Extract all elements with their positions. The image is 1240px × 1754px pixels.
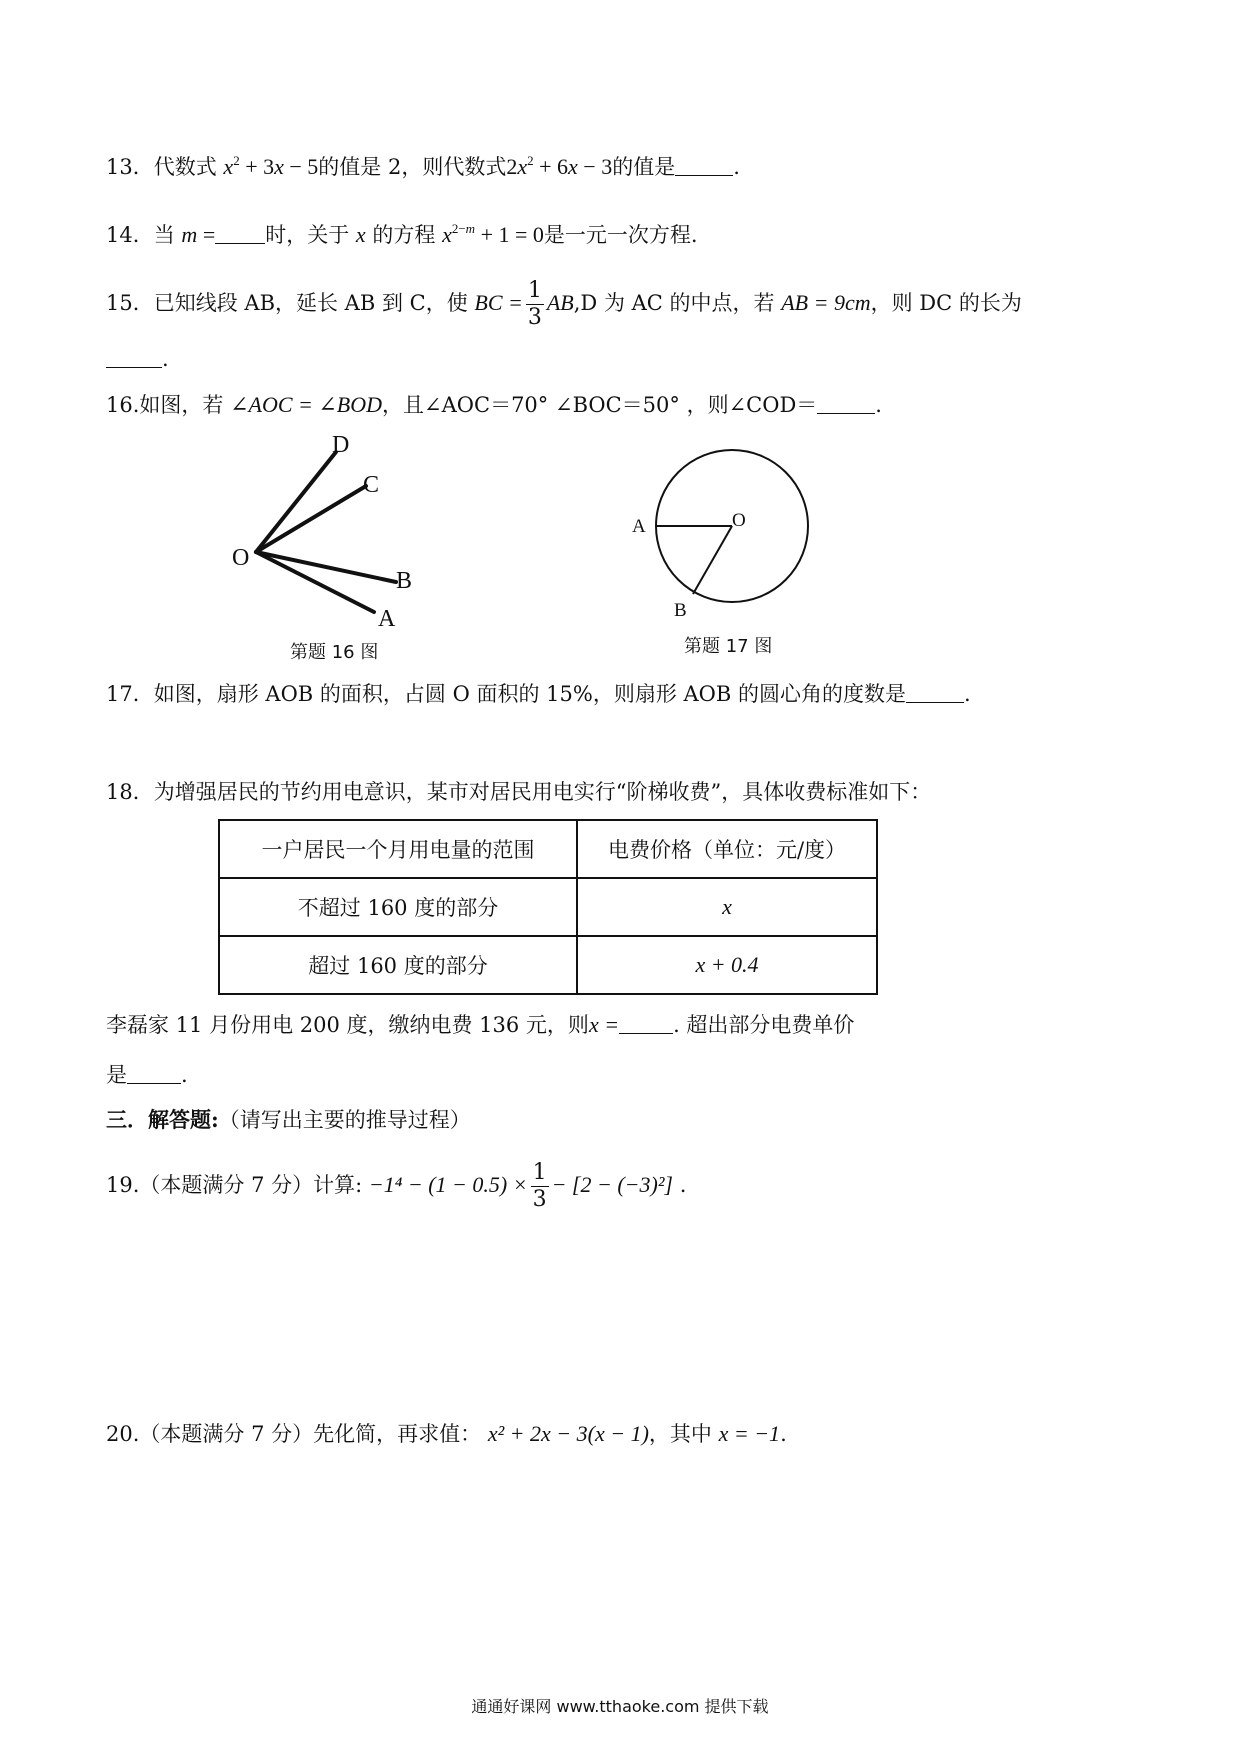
q14-variable: m = bbox=[181, 222, 216, 247]
question-18-followup-2: 是 . bbox=[106, 1063, 188, 1087]
q20-expression: x² + 2x − 3(x − 1) bbox=[487, 1421, 649, 1446]
q20-condition: x = −1 bbox=[718, 1421, 781, 1446]
question-18-followup: 李磊家 11 月份用电 200 度，缴纳电费 136 元，则x = . 超出部分电费单价 bbox=[106, 1012, 855, 1037]
q13-expression-2: $2x^2 + 6x - 3$ bbox=[506, 153, 613, 179]
question-17: 17．如图，扇形 AOB 的面积，占圆 O 面积的 15%，则扇形 AOB 的圆心角的度数是 . bbox=[106, 682, 971, 706]
q15-answer-blank[interactable] bbox=[106, 347, 162, 368]
question-16: 16.如图，若 ∠AOC = ∠BOD，且∠AOC＝70° ∠BOC＝50° ，则∠COD＝ . bbox=[106, 392, 882, 417]
q15-lhs: BC = bbox=[474, 290, 523, 315]
table-cell: 超过 160 度的部分 bbox=[219, 936, 577, 994]
table-header-row bbox=[219, 820, 877, 878]
ray-oc bbox=[256, 486, 366, 552]
electricity-fee-table bbox=[218, 819, 878, 995]
question-18: 18．为增强居民的节约用电意识，某市对居民用电实行“阶梯收费”，具体收费标准如下： bbox=[106, 780, 932, 804]
label-d: D bbox=[332, 432, 350, 458]
question-20: 20.（本题满分 7 分）先化简，再求值： x² + 2x − 3(x − 1)，其中 x = −1. bbox=[106, 1421, 787, 1446]
q14-answer-blank[interactable] bbox=[215, 223, 265, 244]
table-cell: x bbox=[577, 878, 877, 936]
question-13: 13．代数式 $x^2 + 3x - 5$的值是 2，则代数式$2x^2 + 6x - 3$的值是 . bbox=[106, 153, 740, 179]
section-3-title: 三．解答题: bbox=[106, 1107, 219, 1132]
q19-expression-part1: −1⁴ − (1 − 0.5) × bbox=[368, 1172, 528, 1197]
q13-answer-blank[interactable] bbox=[675, 155, 733, 176]
label-o: O bbox=[732, 510, 746, 531]
q18-answer-blank-1[interactable] bbox=[619, 1013, 673, 1034]
figure-17-circle bbox=[628, 430, 818, 670]
question-14: 14．当 m = 时，关于 x 的方程 $x^{2-m} + 1 = 0$是一元一次方程. bbox=[106, 221, 698, 247]
q19-expression-part2: − [2 − (−3)²] bbox=[551, 1172, 673, 1197]
q19-fraction: $\frac{1}{3}$ bbox=[532, 1160, 547, 1212]
table-row bbox=[219, 936, 877, 994]
label-c: C bbox=[363, 472, 380, 498]
q16-answer-blank[interactable] bbox=[817, 393, 875, 414]
q15-fraction: $\frac{1}{3}$ bbox=[527, 278, 542, 330]
q13-expression-1: $x^2 + 3x - 5$ bbox=[223, 153, 319, 179]
q16-angle-equality: ∠AOC = ∠BOD bbox=[230, 392, 383, 417]
radius-ob bbox=[693, 526, 732, 594]
label-a: A bbox=[378, 606, 396, 632]
label-b: B bbox=[674, 600, 687, 621]
label-o: O bbox=[232, 545, 250, 571]
q15-condition: AB = 9cm bbox=[781, 290, 871, 315]
q14-equation: $x^{2-m} + 1 = 0$ bbox=[442, 221, 544, 247]
table-row bbox=[219, 878, 877, 936]
q18-answer-blank-2[interactable] bbox=[127, 1063, 181, 1084]
section-3-heading bbox=[106, 1105, 471, 1135]
label-b: B bbox=[396, 568, 413, 594]
ray-ob bbox=[256, 552, 396, 582]
ray-od bbox=[256, 452, 336, 552]
table-cell: 不超过 160 度的部分 bbox=[219, 878, 577, 936]
figure-17-caption: 第题 17 图 bbox=[684, 636, 773, 657]
figure-16-caption: 第题 16 图 bbox=[290, 642, 379, 663]
page-footer: 通通好课网 www.tthaoke.com 提供下载 bbox=[471, 1697, 769, 1716]
ray-oa bbox=[256, 552, 374, 612]
table-header-cell: 电费价格（单位：元/度） bbox=[577, 820, 877, 878]
table-header-cell: 一户居民一个月用电量的范围 bbox=[219, 820, 577, 878]
label-a: A bbox=[632, 516, 646, 537]
question-19: 19.（本题满分 7 分）计算: −1⁴ − (1 − 0.5) × $\frac{1}{3}$ − [2 − (−3)²] . bbox=[106, 1160, 687, 1212]
question-15-continued: . bbox=[106, 344, 169, 374]
table-cell: x + 0.4 bbox=[577, 936, 877, 994]
section-3-note: （请写出主要的推导过程） bbox=[218, 1108, 471, 1132]
question-15: 15．已知线段 AB，延长 AB 到 C，使 BC = $\frac{1}{3}$ AB,D 为 AC 的中点，若 AB = 9cm，则 DC 的长为 bbox=[106, 278, 1022, 330]
q17-answer-blank[interactable] bbox=[906, 682, 964, 703]
figure-16-rays bbox=[218, 430, 438, 670]
